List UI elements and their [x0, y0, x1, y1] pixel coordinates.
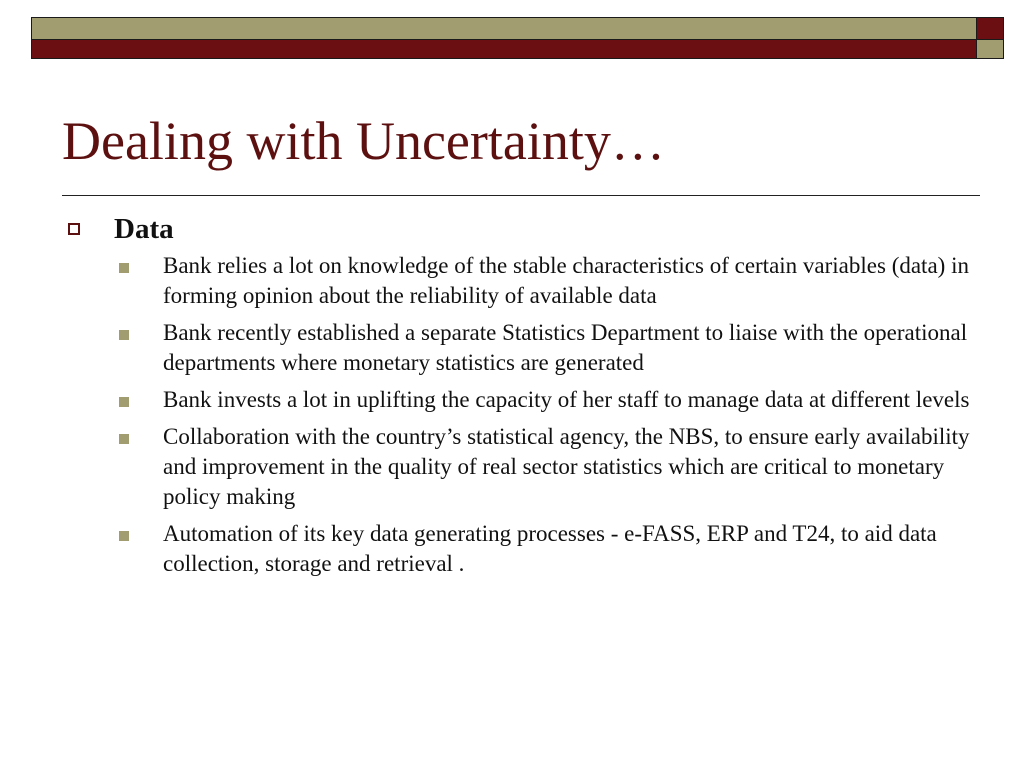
bullet-text: Automation of its key data generating processes - e-FASS, ERP and T24, to aid data collection, storage and retrieval .	[163, 521, 937, 576]
header-band-olive-bar	[31, 17, 977, 40]
section-heading: Data	[114, 213, 174, 245]
slide-content	[62, 211, 972, 586]
filled-square-icon	[119, 397, 129, 407]
list-item	[62, 519, 972, 579]
bullet-text: Bank recently established a separate Statistics Department to liaise with the operational departments where monetary statistics are generated	[163, 320, 968, 375]
slide-title: Dealing with Uncertainty…	[62, 111, 665, 171]
filled-square-icon	[119, 263, 129, 273]
list-item	[62, 318, 972, 378]
header-band-olive-square	[977, 40, 1004, 59]
list-item	[62, 251, 972, 311]
header-band	[31, 17, 1004, 59]
bullet-text: Bank invests a lot in uplifting the capacity of her staff to manage data at different levels	[163, 387, 970, 412]
header-band-maroon-bar	[31, 40, 977, 59]
filled-square-icon	[119, 434, 129, 444]
filled-square-icon	[119, 330, 129, 340]
list-item	[62, 385, 972, 415]
hollow-square-icon	[68, 223, 80, 235]
bullet-text: Bank relies a lot on knowledge of the stable characteristics of certain variables (data) in forming opinion about the reliability of available data	[163, 253, 969, 308]
title-divider	[62, 195, 980, 196]
list-item	[62, 422, 972, 512]
filled-square-icon	[119, 531, 129, 541]
header-band-maroon-square	[977, 17, 1004, 40]
bullet-list	[62, 251, 972, 579]
section-heading-row	[62, 211, 972, 251]
bullet-text: Collaboration with the country’s statistical agency, the NBS, to ensure early availability and improvement in the quality of real sector statistics which are critical to monetary policy making	[163, 424, 970, 509]
